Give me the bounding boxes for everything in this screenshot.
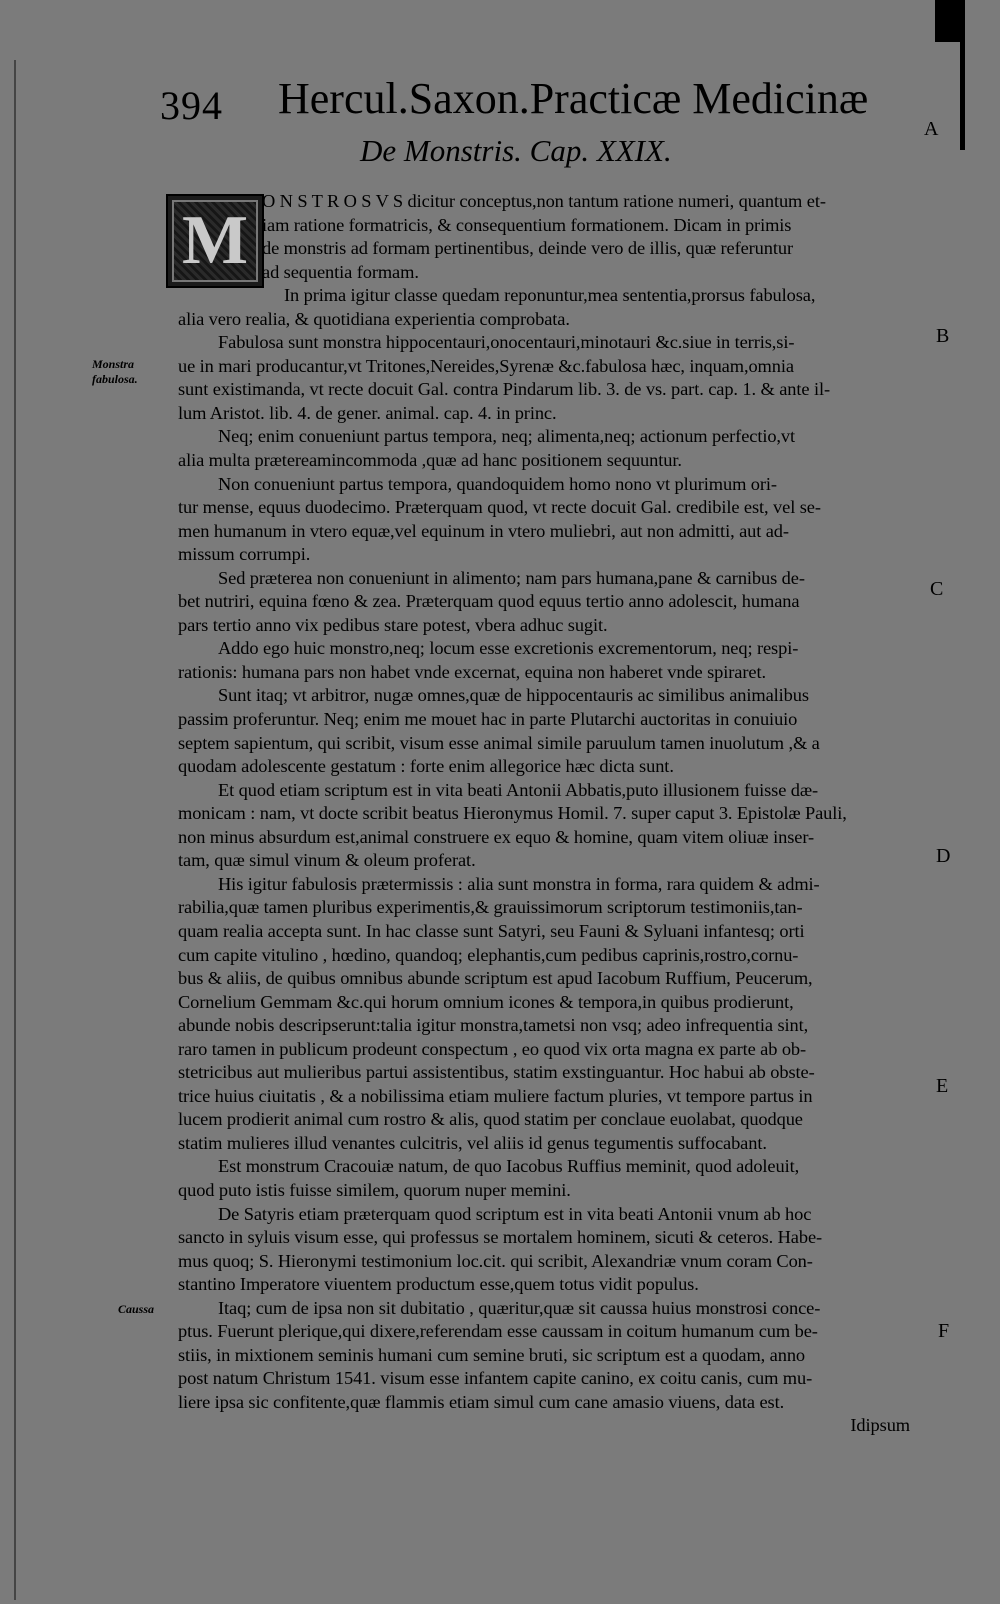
text-line: Cornelium Gemmam &c.qui horum omnium icones & tempora,in quibus prodierunt, — [178, 991, 794, 1012]
text-line: stiis, in mixtionem seminis humani cum semine bruti, sic scriptum est a quodam, anno — [178, 1344, 806, 1365]
margin-note-line: Monstra — [92, 357, 135, 371]
text-line: sunt existimanda, vt recte docuit Gal. contra Pindarum lib. 3. de vs. part. cap. 1. & ante il- — [178, 379, 830, 400]
text-line: alia multa prætereamincommoda ,quæ ad hanc positionem sequuntur. — [178, 450, 682, 471]
text-line: Et quod etiam scriptum est in vita beati Antonii Abbatis,puto illusionem fuisse dæ- — [218, 779, 819, 800]
text-line: monicam : nam, vt docte scribit beatus Hieronymus Homil. 7. super caput 3. Epistolæ Pauli, — [178, 803, 847, 824]
margin-letter-e: E — [936, 1075, 949, 1097]
text-line: stetricibus aut mulieribus partui assistentibus, statim exstinguantur. Hoc habui ab obste- — [178, 1062, 815, 1083]
text-line: liere ipsa sic confitente,quæ flammis etiam simul cum cane amasio viuens, data est. — [178, 1391, 785, 1412]
text-line: rationis: humana pars non habet vnde excernat, equina non haberet vnde spiraret. — [178, 661, 766, 682]
text-line: men humanum in vtero equæ,vel equinum in vtero muliebri, aut non admitti, aut ad- — [178, 520, 789, 541]
text-line: tur mense, equus duodecimo. Præterquam quod, vt recte docuit Gal. credibile est, vel se- — [178, 497, 821, 518]
text-line: bet nutriri, equina fœno & zea. Præterquam quod equus tertio anno adolescit, humana — [178, 591, 800, 612]
margin-note-monstra — [92, 357, 138, 387]
text-line: mus quoq; S. Hieronymi testimonium loc.cit. qui scribit, Alexandriæ vnum coram Con- — [178, 1250, 813, 1271]
text-line: missum corrumpi. — [178, 544, 311, 565]
text-line: ue in mari producantur,vt Tritones,Nereides,Syrenæ &c.fabulosa hæc, inquam,omnia — [178, 355, 794, 376]
margin-letter-b: B — [936, 325, 950, 347]
text-line: Neq; enim conueniunt partus tempora, neq; alimenta,neq; actionum perfectio,vt — [218, 426, 796, 447]
text-line: quam realia accepta sunt. In hac classe sunt Satyri, seu Fauni & Syluani infantesq; orti — [178, 920, 805, 941]
text-line: Fabulosa sunt monstra hippocentauri,onocentauri,minotauri &c.siue in terris,si- — [218, 332, 795, 353]
margin-letter-d: D — [936, 845, 951, 867]
text-line: cum capite vitulino , hœdino, quandoq; elephantis,cum pedibus caprinis,rostro,cornu- — [178, 944, 799, 965]
text-line: raro tamen in publicum prodeunt conspectum , eo quod vix orta magna ex parte ab ob- — [178, 1038, 807, 1059]
text-line: Addo ego huic monstro,neq; locum esse excretionis excrementorum, neq; respi- — [218, 638, 799, 659]
text-line: sancto in syluis visum esse, qui professus se mortalem hominem, sicuti & ceteros. Habe- — [178, 1227, 823, 1248]
text-line: rabilia,quæ tamen pluribus experimentis,& grauissimorum scriptorum testimoniis,tan- — [178, 897, 803, 918]
text-line: ptus. Fuerunt plerique,qui dixere,referendam esse caussam in coitum humanum cum be- — [178, 1321, 818, 1342]
text-line: de monstris ad formam pertinentibus, deinde vero de illis, quæ referuntur — [262, 238, 794, 259]
text-line: pars tertio anno vix pedibus stare potest, vbera adhuc sugit. — [178, 614, 608, 635]
page-number: 394 — [160, 83, 223, 128]
text-line: statim mulieres illud venantes culcitris, vel aliis id genus tegumentis suffocabant. — [178, 1132, 767, 1153]
text-line: alia vero realia, & quotidiana experientia comprobata. — [178, 308, 570, 329]
margin-note-caussa: Caussa — [118, 1302, 155, 1316]
text-line: Est monstrum Cracouiæ natum, de quo Iacobus Ruffius meminit, quod adoleuit, — [218, 1156, 800, 1177]
margin-letter-f: F — [938, 1320, 950, 1342]
text-line: bus & aliis, de quibus omnibus abunde scriptum est apud Iacobum Ruffium, Peucerum, — [178, 968, 813, 989]
margin-note-line: fabulosa. — [92, 372, 138, 386]
chapter-title: De Monstris. Cap. XXIX. — [360, 133, 672, 168]
text-line: Non conueniunt partus tempora, quandoquidem homo nono vt plurimum ori- — [218, 473, 777, 494]
text-line: O N S T R O S V S dicitur conceptus,non tantum ratione numeri, quantum et- — [262, 191, 826, 211]
margin-letter-c: C — [930, 578, 944, 600]
text-line: De Satyris etiam præterquam quod scriptum est in vita beati Antonii vnum ab hoc — [218, 1203, 812, 1224]
text-line: His igitur fabulosis prætermissis : alia sunt monstra in forma, rara quidem & admi- — [218, 873, 820, 894]
text-line: lum Aristot. lib. 4. de gener. animal. cap. 4. in princ. — [178, 402, 557, 423]
text-line: tam, quæ simul vinum & oleum proferat. — [178, 850, 476, 871]
text-line: ad sequentia formam. — [262, 261, 419, 282]
margin-letter-a: A — [924, 118, 939, 140]
page-edge-right — [960, 0, 965, 150]
text-line: lucem prodierit animal cum rostro & alis, quod statim per conclaue euolabat, quodque — [178, 1109, 803, 1130]
text-line: trice huius ciuitatis , & a nobilissima etiam muliere factum pluries, vt tempore partus in — [178, 1085, 813, 1106]
body-text — [178, 190, 930, 1438]
text-line: quod puto istis fuisse similem, quorum nuper memini. — [178, 1179, 571, 1200]
text-line: iam ratione formatricis, & consequentium formationem. Dicam in primis — [262, 214, 792, 235]
text-line: septem sapientum, qui scribit, visum esse animal simile paruulum tamen inuolutum ,& a — [178, 732, 820, 753]
text-line: Itaq; cum de ipsa non sit dubitatio , quæritur,quæ sit caussa huius monstrosi conce- — [218, 1297, 821, 1318]
text-line: abunde nobis descripserunt:talia igitur monstra,tametsi non vsq; adeo infrequentia sint, — [178, 1015, 809, 1036]
text-line: quodam adolescente gestatum : forte enim allegorice hæc dicta sunt. — [178, 756, 674, 777]
page-edge-shadow — [14, 60, 16, 1600]
text-line: Sed præterea non conueniunt in alimento; nam pars humana,pane & carnibus de- — [218, 567, 805, 588]
drop-cap-letter: M — [181, 202, 249, 279]
text-line: passim proferuntur. Neq; enim me mouet hac in parte Plutarchi auctoritas in conuiuio — [178, 709, 798, 730]
text-line: Sunt itaq; vt arbitror, nugæ omnes,quæ de hippocentauris ac similibus animalibus — [218, 685, 809, 706]
text-line: non minus absurdum est,animal construere ex equo & homine, quam vitem oliuæ inser- — [178, 826, 815, 847]
text-line: stantino Imperatore viuentem productum esse,quem totus vidit populus. — [178, 1274, 699, 1295]
running-head: Hercul.Saxon.Practicæ Medicinæ — [278, 74, 869, 123]
text-line: In prima igitur classe quedam reponuntur,mea sententia,prorsus fabulosa, — [284, 285, 816, 306]
catchword: Idipsum — [850, 1415, 910, 1436]
text-line: post natum Christum 1541. visum esse infantem capite canino, ex coitu canis, cum mu- — [178, 1368, 813, 1389]
